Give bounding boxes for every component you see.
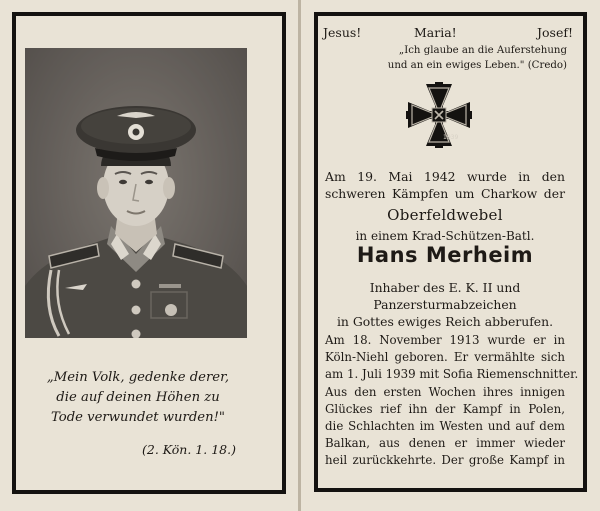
decoration-line: Panzersturmabzeichen (373, 297, 517, 313)
header-josef: Josef! (537, 25, 573, 40)
biography-line: am 1. Juli 1939 mit Sofia Riemenschnitter. (325, 367, 579, 382)
soldier-portrait-illustration (25, 48, 247, 338)
soldier-portrait-photo (25, 48, 247, 338)
bible-verse-reference: (2. Kön. 1. 18.) (142, 442, 236, 457)
bible-verse (18, 368, 258, 428)
military-unit: in einem Krad-Schützen-Batl. (355, 229, 535, 243)
intro-line: schweren Kämpfen um Charkow der (325, 186, 565, 202)
header-maria: Maria! (414, 25, 457, 40)
bible-verse-line: die auf deinen Höhen zu (56, 390, 220, 405)
credo-line: „Ich glaube an die Auferstehung (398, 45, 567, 56)
biography-text (325, 332, 579, 470)
decoration-line: Inhaber des E. K. II und (369, 280, 521, 295)
biography-line: Balkan, aus denen er immer wieder (325, 436, 565, 451)
intro-line: Am 19. Mai 1942 wurde in den (325, 169, 565, 184)
bible-verse-line: Tode verwundet wurden!" (51, 410, 225, 425)
left-card (0, 0, 298, 511)
decorations-block (325, 279, 565, 331)
biography-line: Aus den ersten Wochen ihres innigen (325, 384, 565, 399)
decoration-line: in Gottes ewiges Reich abberufen. (336, 314, 554, 330)
header-jesus: Jesus! (323, 25, 362, 40)
credo-line: und an ein ewiges Leben." (Credo) (387, 60, 567, 71)
biography-line: Am 18. November 1913 wurde er in (325, 333, 565, 347)
biography-line: Glückes rief ihn der Kampf in Polen, (325, 401, 565, 416)
right-card (301, 0, 600, 511)
death-notice-intro (325, 168, 565, 202)
credo-quote (355, 43, 567, 73)
iron-cross-icon (404, 80, 474, 162)
deceased-name: Hans Merheim (356, 243, 534, 267)
iron-cross-year: 1939 (443, 134, 459, 141)
biography-line: Köln-Niehl geboren. Er vermählte sich (325, 350, 565, 365)
biography-line: die Schlachten im Westen und auf dem (325, 419, 565, 434)
bible-verse-line: „Mein Volk, gedenke derer, (46, 370, 230, 385)
military-rank: Oberfeldwebel (387, 206, 503, 224)
biography-line: heil zurückkehrte. Der große Kampf in (325, 453, 565, 468)
